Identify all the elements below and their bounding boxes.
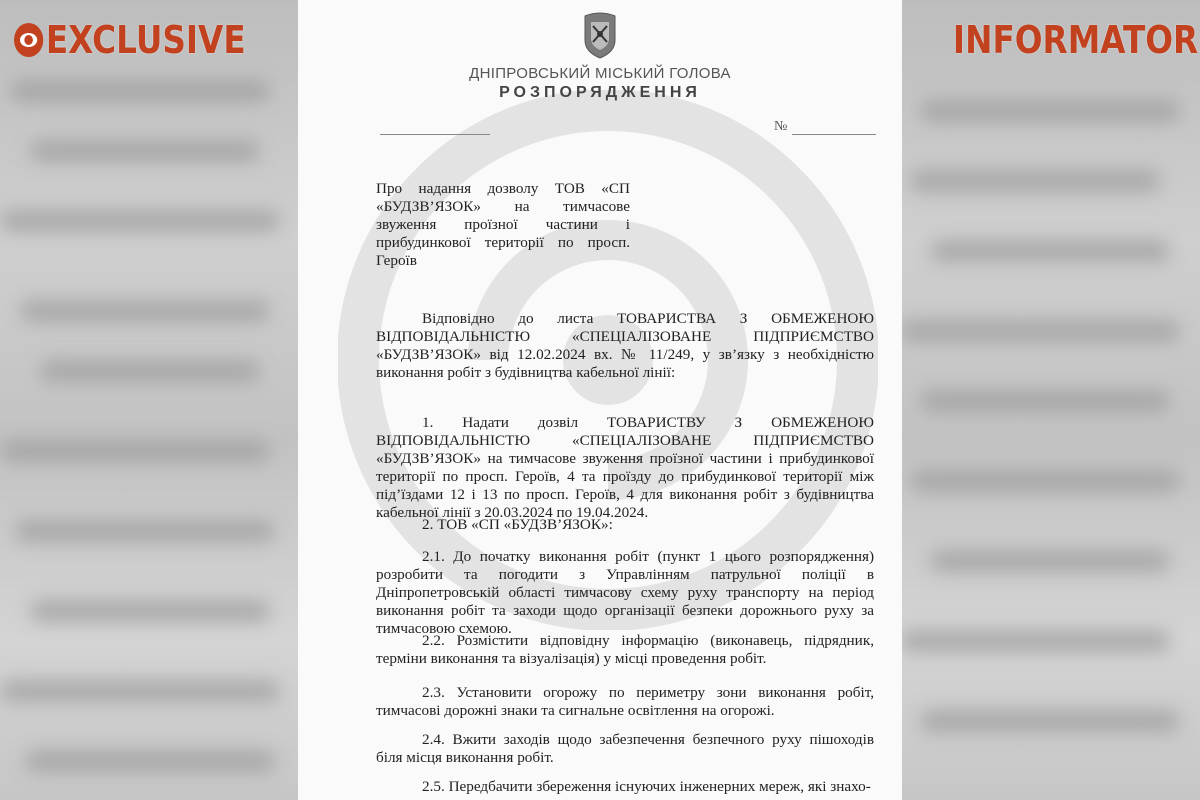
intro-paragraph: Відповідно до листа ТОВАРИСТВА З ОБМЕЖЕНОЮ ВІДПОВІДАЛЬНІСТЮ «СПЕЦІАЛІЗОВАНЕ ПІДПРИЄМСТВО «БУДЗВ’ЯЗОК» від 12.02.2024 вх. № 11/249, у зв’язку з необхідністю виконання робіт з будівництва кабельної лінії: xyxy=(376,310,874,381)
number-line xyxy=(792,134,876,135)
exclusive-badge xyxy=(14,18,246,62)
item-2-4-paragraph: 2.4. Вжити заходів щодо забезпечення безпечного руху пішоходів біля місця виконання робіт. xyxy=(376,731,874,766)
informator-label: INFORMATOR xyxy=(952,18,1198,62)
item-2-paragraph: 2. ТОВ «СП «БУДЗВ’ЯЗОК»: xyxy=(422,516,613,533)
item-2-2-paragraph: 2.2. Розмістити відповідну інформацію (виконавець, підрядник, терміни виконання та візуалізація) у місці проведення робіт. xyxy=(376,632,874,667)
exclusive-label: EXCLUSIVE xyxy=(45,18,246,62)
blurred-background-left xyxy=(0,0,300,800)
item-2-1-paragraph: 2.1. До початку виконання робіт (пункт 1 цього розпорядження) розробити та погодити з Управлінням патрульної поліції в Дніпропетровській області тимчасову схему руху транспорту на період виконання робіт та заходи щодо організації безпеки дорожнього руху за тимчасовою схемою. xyxy=(376,548,874,637)
document-page xyxy=(298,0,902,800)
item-1-paragraph: 1. Надати дозвіл ТОВАРИСТВУ З ОБМЕЖЕНОЮ ВІДПОВІДАЛЬНІСТЮ «СПЕЦІАЛІЗОВАНЕ ПІДПРИЄМСТВО «БУДЗВ’ЯЗОК» на тимчасове звуження проїзної частини і прибудинкової території по просп. Героїв, 4 та проїзду до прибудинкової території між під’їздами 12 і 13 по просп. Героїв, 4 для виконання робіт з будівництва кабельної лінії з 20.03.2024 по 19.04.2024. xyxy=(376,414,874,521)
document-subject: Про надання дозволу ТОВ «СП «БУДЗВ’ЯЗОК» на тимчасове звуження проїзної частини і прибудинкової території по просп. Героїв xyxy=(376,180,630,269)
coat-of-arms-icon xyxy=(581,12,619,60)
blurred-background-right xyxy=(900,0,1200,800)
item-2-3-paragraph: 2.3. Установити огорожу по периметру зони виконання робіт, тимчасові дорожні знаки та сигнальне освітлення на огорожі. xyxy=(376,684,874,719)
informator-logo xyxy=(953,18,1198,62)
document-type-heading: РОЗПОРЯДЖЕННЯ xyxy=(499,84,701,101)
issuer-heading: ДНІПРОВСЬКИЙ МІСЬКИЙ ГОЛОВА xyxy=(469,65,731,82)
number-sign: № xyxy=(774,119,788,134)
eye-logo-icon xyxy=(14,23,43,57)
date-line xyxy=(380,134,490,135)
item-2-5-paragraph: 2.5. Передбачити збереження існуючих інженерних мереж, які знахо- xyxy=(422,778,871,795)
